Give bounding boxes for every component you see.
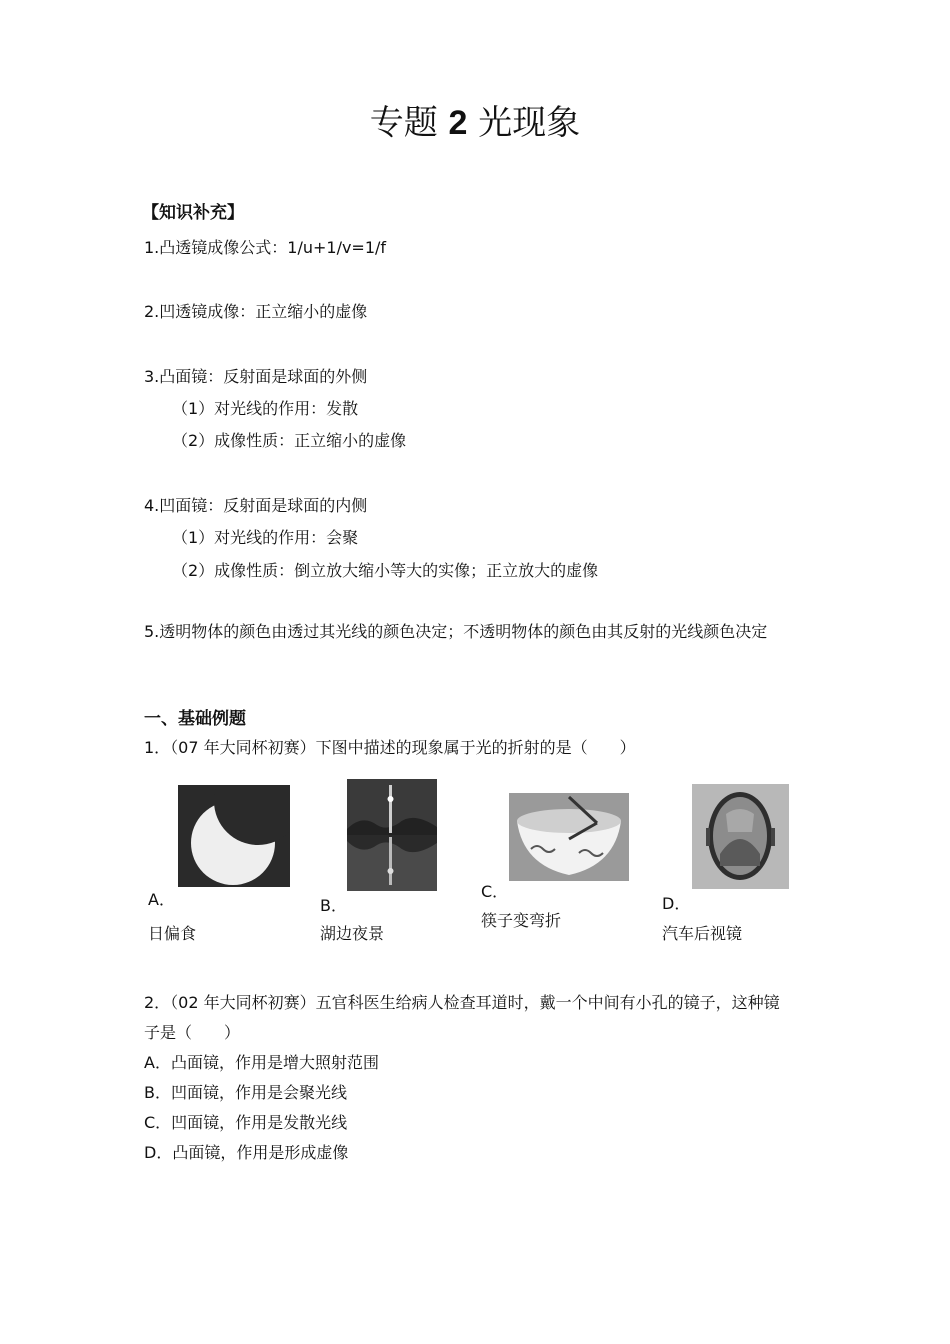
q2-option-b: B．凹面镜，作用是会聚光线 [144,1083,347,1102]
supplement-item-3-1: （1）对光线的作用：发散 [172,399,359,418]
supplement-item-4: 4.凹面镜：反射面是球面的内侧 [144,496,368,515]
supplement-item-4-1: （1）对光线的作用：会聚 [172,528,359,547]
q1-option-b-caption: 湖边夜景 [320,924,385,943]
q2-option-d: D．凸面镜，作用是形成虚像 [144,1143,349,1162]
title-suffix: 光现象 [478,103,581,143]
supplement-item-3: 3.凸面镜：反射面是球面的外侧 [144,367,368,386]
solar-eclipse-image [178,785,290,887]
q2-option-c: C．凹面镜，作用是发散光线 [144,1113,348,1132]
q1-option-d-letter: D． [662,894,691,913]
supplement-item-5: 5.透明物体的颜色由透过其光线的颜色决定；不透明物体的颜色由其反射的光线颜色决定 [144,622,768,641]
q1-option-a-caption: 日偏食 [148,924,197,943]
title-number: 2 [448,104,468,142]
supplement-item-2: 2.凹透镜成像：正立缩小的虚像 [144,302,368,321]
lake-night-image [347,779,437,891]
q1-option-c-letter: C． [481,882,509,901]
supplement-heading: 【知识补充】 [142,203,244,223]
page-title [0,100,950,146]
question-2-stem-line1: 2．（02 年大同杯初赛）五官科医生给病人检查耳道时，戴一个中间有小孔的镜子，这种镜 [144,993,780,1012]
supplement-item-4-2: （2）成像性质：倒立放大缩小等大的实像；正立放大的虚像 [172,561,599,580]
question-1-stem: 1．（07 年大同杯初赛）下图中描述的现象属于光的折射的是（ ） [144,738,636,757]
chopsticks-bowl-image [509,793,629,881]
supplement-item-3-2: （2）成像性质：正立缩小的虚像 [172,431,407,450]
rearview-mirror-image [692,784,789,889]
section-heading: 一、基础例题 [144,709,246,729]
title-prefix: 专题 [369,103,438,143]
question-2-stem-line2: 子是（ ） [144,1023,241,1042]
q1-option-b-letter: B． [320,896,347,915]
q1-option-c-caption: 筷子变弯折 [481,911,562,930]
q2-option-a: A．凸面镜，作用是增大照射范围 [144,1053,379,1072]
q1-option-d-caption: 汽车后视镜 [662,924,743,943]
q1-option-a-letter: A． [148,890,175,909]
supplement-item-1: 1.凸透镜成像公式：1/u+1/v=1/f [144,238,387,257]
